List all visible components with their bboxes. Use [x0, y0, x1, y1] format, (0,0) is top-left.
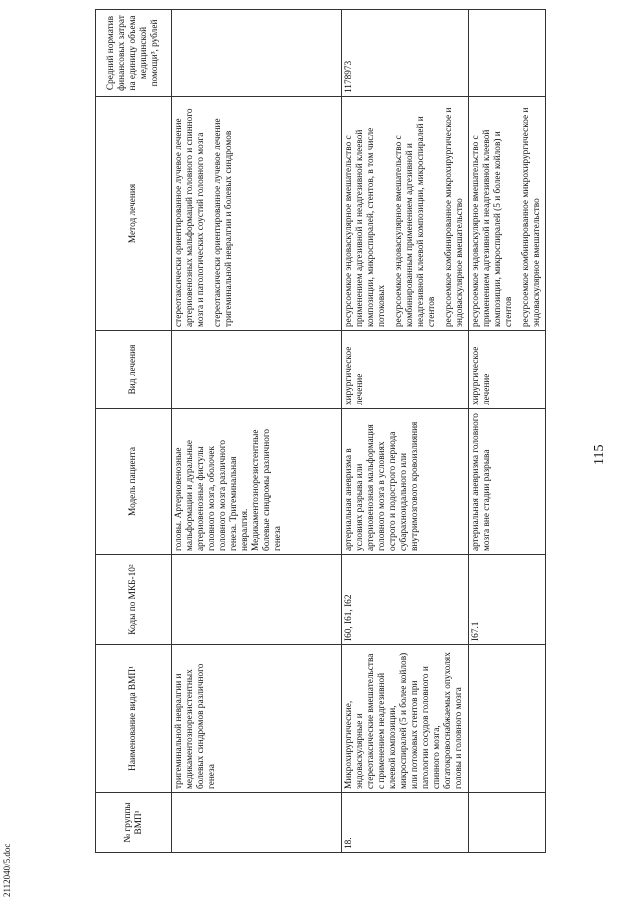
- table-row: [342, 10, 469, 853]
- cell-name: Микрохирургические, эндоваскулярные и стереотаксические вмешательства с применением неадгезивной клеевой композиции, микроспиралей (5 и более койлов) или потоковых стентов при патологии сосудов головного и спинного мозга, богатокровоснабжаемых опухолях головы и головного мозга: [342, 645, 469, 793]
- header-name: Наименование вида ВМП¹: [96, 645, 172, 793]
- method-item: ресурсоемкое комбинированное микрохирургическое и эндоваскулярное вмешательство: [520, 107, 542, 327]
- cell-group: 18.: [342, 793, 469, 853]
- table-row: [172, 10, 342, 853]
- header-group: № группы ВМП¹: [96, 793, 172, 853]
- cell-type: [172, 331, 342, 409]
- cell-name: тригеминальной невралгии и медикаментознорезистентных болевых синдромов различного генеза: [172, 645, 342, 793]
- method-item: стереотаксически ориентированное лучевое лечение артериовенозных мальформаций головного и спинного мозга и патологических соустий головного мозга: [174, 108, 206, 327]
- cell-model: головы. Артериовенозные мальформации и дуральные артериовенозные фистулы головного мозга, оболочек головного мозга различного генеза. Тригеминальная невралгия. Медикаментознорезистентные болевые синдромы различного генеза: [172, 409, 342, 555]
- header-method: Метод лечения: [96, 97, 172, 331]
- table-header-row: [96, 10, 172, 853]
- page-number: 115: [592, 444, 607, 465]
- cell-codes: [172, 555, 342, 645]
- header-model: Модель пациента: [96, 409, 172, 555]
- footer-filename: 2112040/5.doc: [2, 843, 12, 897]
- method-item: стереотаксически ориентированное лучевое лечение тригеминальной невралгии и болевых синдромов: [212, 118, 234, 327]
- method-item: ресурсоемкое комбинированное микрохирургическое и эндоваскулярное вмешательство: [443, 107, 465, 327]
- cell-method: [172, 97, 342, 331]
- cell-group: [468, 793, 545, 853]
- cell-cost: [468, 10, 545, 97]
- cell-type: хирургическое лечение: [468, 331, 545, 409]
- cell-codes: I60, I61, I62: [342, 555, 469, 645]
- header-type: Вид лечения: [96, 331, 172, 409]
- cell-codes: I67.1: [468, 555, 545, 645]
- cell-method: [468, 97, 545, 331]
- cell-name: [468, 645, 545, 793]
- cell-group: [172, 793, 342, 853]
- cell-cost: [172, 10, 342, 97]
- method-item: ресурсоемкое эндоваскулярное вмешательство с применением адгезивной и неадгезивной клеевой композиции, микроспиралей (5 и более койлов) и стентов: [470, 129, 514, 327]
- cell-method: [342, 97, 469, 331]
- cell-model: артериальная аневризма в условиях разрыва или артериовенозная мальформация головного мозга в условиях острого и подострого периода субарахноидального или внутримозгового кровоизлияния: [342, 409, 469, 555]
- header-codes: Коды по МКБ-10²: [96, 555, 172, 645]
- method-item: ресурсоемкое эндоваскулярное вмешательство с применением адгезивной и неадгезивной клеевой композиции, микроспиралей, стентов, в том числе потоковых: [344, 127, 387, 327]
- header-cost: Средний норматив финансовых затрат на единицу объема медицинской помощи³, рублей: [96, 10, 172, 97]
- cell-cost: 1178973: [342, 10, 469, 97]
- cell-type: хирургическое лечение: [342, 331, 469, 409]
- cell-model: артериальная аневризма головного мозга вне стадии разрыва: [468, 409, 545, 555]
- table-row: [468, 10, 545, 853]
- vmp-table: [95, 9, 546, 853]
- method-item: ресурсоемкое эндоваскулярное вмешательство с комбинированным применением адгезивной и неадгезивной клеевой композиции, микроспиралей и стентов: [393, 116, 437, 327]
